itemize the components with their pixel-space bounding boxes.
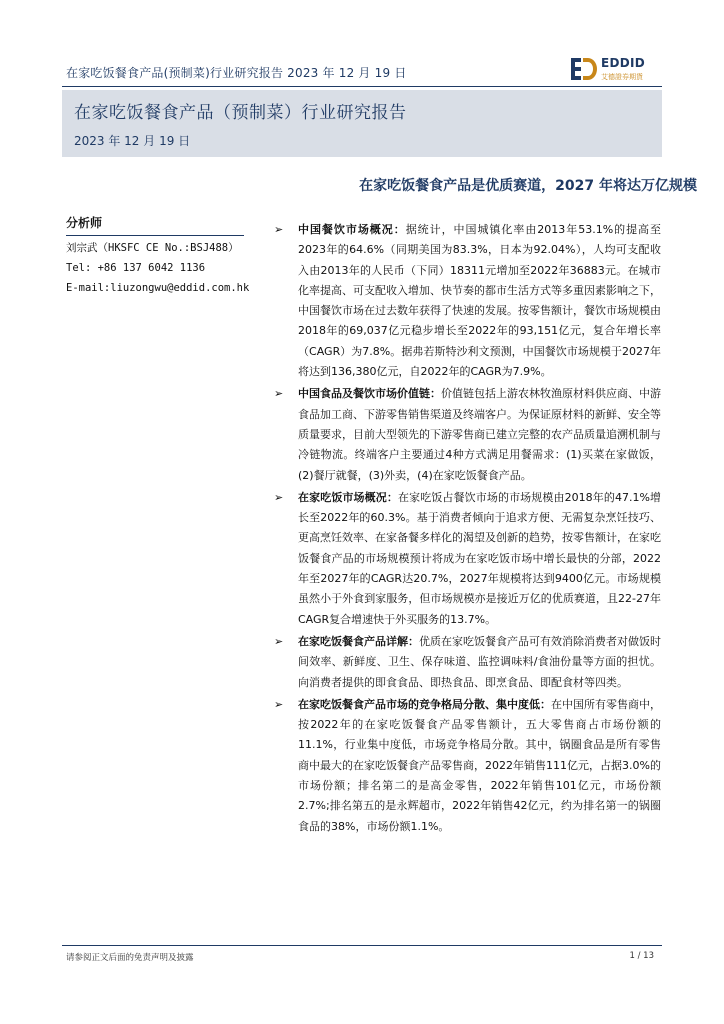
footer-divider <box>62 945 662 946</box>
logo-subtext: 艾德證券期貨 <box>601 73 643 81</box>
logo-wordmark: EDDID <box>601 56 646 70</box>
bullet-label: 中国食品及餐饮市场价值链： <box>298 387 441 401</box>
arrow-bullet-icon: ➢ <box>274 223 284 236</box>
bullet-body: 在家吃饭占餐饮市场的市场规模由2018年的47.1%增长至2022年的60.3%。基于消费者倾向于追求方便、无需复杂烹饪技巧、更高烹饪效率、在家备餐多样化的渴望及创新的趋势，按零售额计，在家吃饭餐食产品的市场规模预计将成为在家吃饭市场中增长最快的分部，2022年至2027年的CAGR达20.7%，2027年规模将达到9400亿元。市场规模虽然小于外食到家服务，但市场规模亦是接近万亿的优质赛道，且22-27年CAGR复合增速快于外买服务的13.7%。 <box>298 490 661 626</box>
bullet-body: 优质在家吃饭餐食产品可有效消除消费者对做饭时间效率、新鲜度、卫生、保存味道、监控调味料/食油份量等方面的担忧。向消费者提供的即食食品、即热食品、即烹食品、即配食材等四类。 <box>298 634 661 689</box>
bullet-body: 据统计，中国城镇化率由2013年53.1%的提高至2023年的64.6%（同期美国为83.3%，日本为92.04%），人均可支配收入由2013年的人民币（下同）18311元增加至2022年36883元。在城市化率提高、可支配收入增加、快节奏的都市生活方式等多重因素影响之下，中国餐饮市场在过去数年获得了快速的发展。按零售额计，餐饮市场规模由2018年的69,037亿元稳步增长至2022年的93,151亿元，复合年增长率（CAGR）为7.8%。据弗若斯特沙利文预测，中国餐饮市场规模于2027年将达到136,380亿元，自2022年的CAGR为7.9%。 <box>298 223 662 379</box>
analyst-name: 刘宗武（HKSFC CE No.:BSJ488） <box>66 242 239 254</box>
bullet-body: 价值链包括上游农林牧渔原材料供应商、中游食品加工商、下游零售销售渠道及终端客户。为保证原材料的新鲜、安全等质量要求，目前大型领先的下游零售商已建立完整的农产品质量追溯机制与冷链物流。终端客户主要通过4种方式满足用餐需求：(1)买菜在家做饭，(2)餐厅就餐，(3)外卖，(4)在家吃饭餐食产品。 <box>298 387 661 482</box>
page-number: 1 / 13 <box>629 951 654 961</box>
report-subtitle: 在家吃饭餐食产品是优质赛道，2027 年将达万亿规模 <box>359 178 697 194</box>
footer-disclaimer: 请参阅正文后面的免责声明及披露 <box>66 953 194 963</box>
summary-content <box>274 220 661 839</box>
arrow-bullet-icon: ➢ <box>274 634 284 648</box>
bullet-label: 在家吃饭餐食产品详解： <box>298 634 419 648</box>
list-item <box>274 695 661 837</box>
report-date: 2023 年 12 月 19 日 <box>74 134 191 148</box>
bullet-label: 中国餐饮市场概况： <box>298 223 406 236</box>
arrow-bullet-icon: ➢ <box>274 387 284 401</box>
list-item <box>274 632 661 693</box>
bullet-label: 在家吃饭餐食产品市场的竞争格局分散、集中度低： <box>298 697 551 711</box>
eddid-logo-icon <box>569 55 597 83</box>
analyst-heading: 分析师 <box>66 214 244 236</box>
running-header-title: 在家吃饭餐食产品(预制菜)行业研究报告 2023 年 12 月 19 日 <box>66 66 407 80</box>
list-item <box>274 220 661 382</box>
bullet-body: 在中国所有零售商中，按2022年的在家吃饭餐食产品零售额计，五大零售商占市场份额的11.1%，行业集中度低，市场竞争格局分散。其中，锅圈食品是所有零售商中最大的在家吃饭餐食产品零售商，2022年销售111亿元，占据3.0%的市场份额；排名第二的是高金零售，2022年销售101亿元，市场份额2.7%;排名第五的是永辉超市，2022年销售42亿元，约为排名第一的锅圈食品的38%，市场份额1.1%。 <box>298 697 661 833</box>
analyst-tel: Tel: +86 137 6042 1136 <box>66 262 206 274</box>
analyst-email[interactable]: E-mail:liuzongwu@eddid.com.hk <box>66 282 250 294</box>
report-title: 在家吃饭餐食产品（预制菜）行业研究报告 <box>74 103 407 123</box>
arrow-bullet-icon: ➢ <box>274 490 284 504</box>
list-item <box>274 488 661 630</box>
analyst-info <box>66 214 250 298</box>
bullet-label: 在家吃饭市场概况： <box>298 490 398 504</box>
eddid-logo <box>569 55 664 83</box>
header-divider <box>62 86 662 87</box>
title-banner <box>62 90 662 157</box>
arrow-bullet-icon: ➢ <box>274 697 284 711</box>
list-item <box>274 384 661 485</box>
